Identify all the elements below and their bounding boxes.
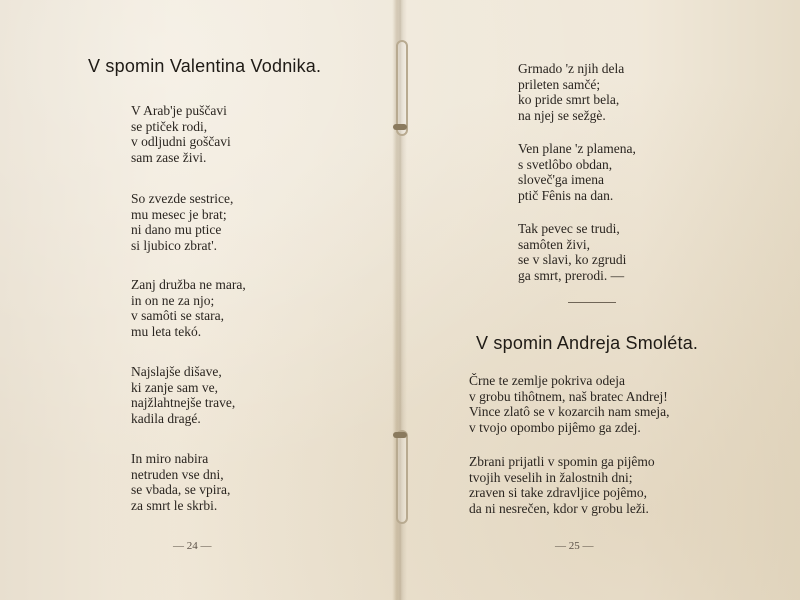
left-page (0, 0, 393, 600)
verse-line: v odljudni goščavi (131, 134, 231, 150)
section-separator (568, 302, 616, 303)
verse-line: mu mesec je brat; (131, 206, 227, 222)
verse-line: kadila dragé. (131, 410, 201, 426)
verse-line: zraven si take zdravljice pojêmo, (469, 485, 648, 501)
verse-line: Tak pevec se trudi, (518, 221, 620, 236)
verse-line: sloveč'ga imena (518, 172, 605, 188)
stanza-6 (518, 61, 624, 123)
verse-line: tvojih veselih in žalostnih dni; (469, 469, 633, 485)
verse-line: Vince zlatô se v kozarcih nam smeja, (469, 404, 670, 420)
stanza-7 (518, 141, 636, 203)
verse-line: Najslajše dišave, (131, 364, 222, 379)
verse-line: na njej se sežgè. (518, 107, 606, 123)
poem-title-vodnik: V spomin Valentina Vodnika. (88, 56, 322, 76)
verse-line: Črne te zemlje pokriva odeja (469, 373, 625, 388)
stanza-2 (131, 191, 233, 253)
verse-line: netruden vse dni, (131, 466, 224, 482)
stanza-9 (469, 373, 669, 435)
verse-line: in on ne za njo; (131, 292, 215, 308)
verse-line: Grmado 'z njih dela (518, 61, 625, 76)
verse-line: Ven plane 'z plamena, (518, 141, 636, 156)
verse-line: ga smrt, prerodi. — (518, 267, 625, 283)
verse-line: prileten samčé; (518, 76, 601, 92)
verse-line: se v slavi, ko zgrudi (518, 252, 627, 268)
binding-knot-bottom (393, 432, 407, 438)
page-number-right: — 25 — (555, 540, 594, 552)
stanza-4 (131, 364, 235, 426)
verse-line: So zvezde sestrice, (131, 191, 234, 206)
verse-line: Zanj družba ne mara, (131, 277, 246, 292)
right-page (407, 0, 800, 600)
verse-line: sam zase živi. (131, 149, 207, 165)
verse-line: da ni nesrečen, kdor v grobu leži. (469, 500, 649, 516)
verse-line: za smrt le skrbi. (131, 497, 218, 513)
verse-line: Zbrani prijatli v spomin ga pijêmo (469, 454, 655, 469)
stanza-1 (131, 103, 231, 165)
stanza-5 (131, 451, 230, 513)
verse-line: s svetlôbo obdan, (518, 156, 613, 172)
page-number-left: — 24 — (173, 540, 212, 552)
verse-line: se ptiček rodi, (131, 118, 208, 134)
stanza-3 (131, 277, 246, 339)
verse-line: In miro nabira (131, 451, 209, 466)
verse-line: najžlahtnejše trave, (131, 395, 236, 411)
poem-title-smole: V spomin Andreja Smoléta. (476, 333, 699, 353)
stanza-8 (518, 221, 626, 283)
verse-line: v samôti se stara, (131, 308, 224, 324)
verse-line: v tvojo opombo pijêmo ga zdej. (469, 419, 641, 435)
verse-line: ptič Fênis na dan. (518, 187, 614, 203)
verse-line: ni dano mu ptice (131, 222, 222, 238)
verse-line: si ljubico zbrat'. (131, 237, 218, 253)
verse-line: mu leta tekó. (131, 323, 202, 339)
binding-knot-top (393, 124, 407, 130)
verse-line: se vbada, se vpira, (131, 482, 231, 498)
verse-line: samôten živi, (518, 236, 590, 252)
verse-line: v grobu tihôtnem, naš bratec Andrej! (469, 388, 668, 404)
verse-line: ko pride smrt bela, (518, 92, 620, 108)
stanza-10 (469, 454, 655, 516)
verse-line: V Arab'je puščavi (131, 103, 227, 118)
verse-line: ki zanje sam ve, (131, 379, 218, 395)
